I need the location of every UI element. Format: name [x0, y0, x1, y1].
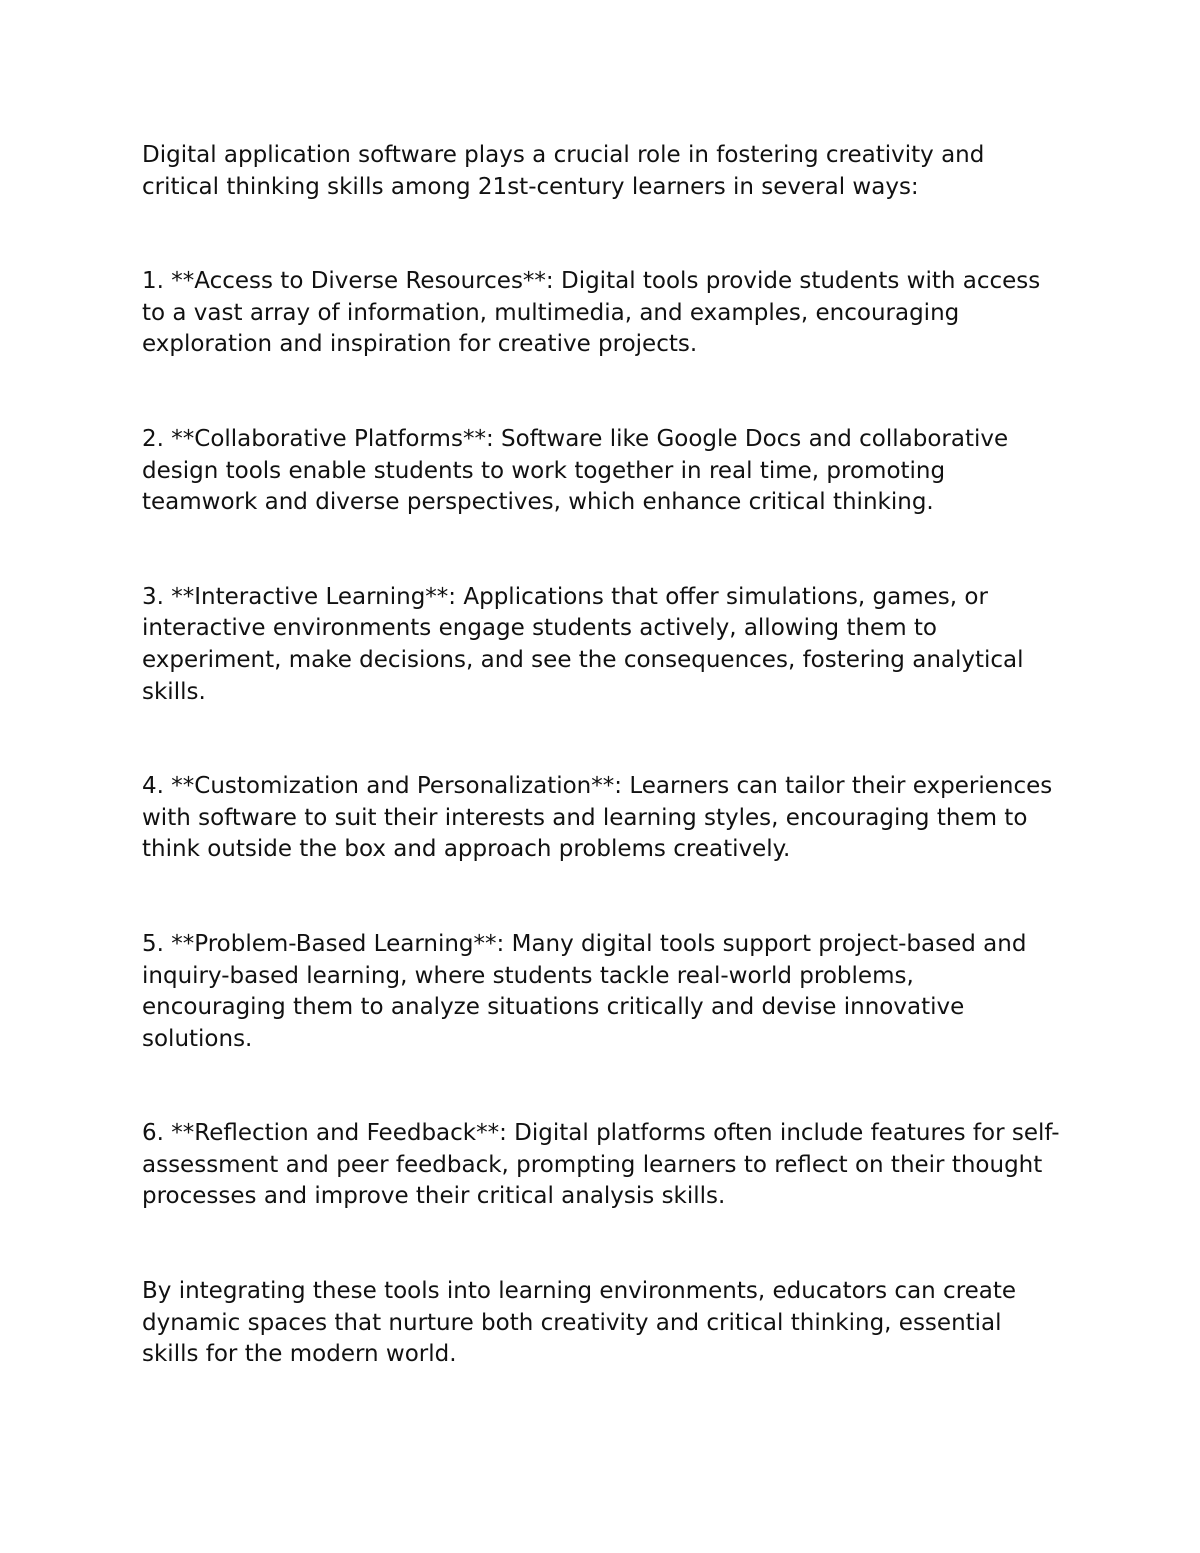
point-collaborative-platforms: 2. **Collaborative Platforms**: Software like Google Docs and collaborative design tools enable students to work together in real time, promoting teamwork and diverse perspectives, which enhance critical thinking. [142, 425, 1009, 516]
intro-paragraph: Digital application software plays a crucial role in fostering creativity and critical thinking skills among 21st-century learners in several ways: [142, 142, 985, 200]
document-body [142, 140, 1062, 1371]
point-problem-based-learning: 5. **Problem-Based Learning**: Many digital tools support project-based and inquiry-based learning, where students tackle real-world problems, encouraging them to analyze situations critically and devise innovative solutions. [142, 930, 1027, 1052]
point-access-resources: 1. **Access to Diverse Resources**: Digital tools provide students with access to a vast array of information, multimedia, and examples, encouraging exploration and inspiration for creative projects. [142, 268, 1041, 358]
conclusion-paragraph: By integrating these tools into learning environments, educators can create dynamic spaces that nurture both creativity and critical thinking, essential skills for the modern world. [142, 1278, 1017, 1368]
point-customization: 4. **Customization and Personalization**: Learners can tailor their experiences with software to suit their interests and learning styles, encouraging them to think outside the box and approach problems creatively. [142, 773, 1053, 863]
point-interactive-learning: 3. **Interactive Learning**: Applications that offer simulations, games, or interactive environments engage students actively, allowing them to experiment, make decisions, and see the consequences, fostering analytical skills. [142, 583, 1024, 705]
point-reflection-feedback: 6. **Reflection and Feedback**: Digital platforms often include features for self-assessment and peer feedback, prompting learners to reflect on their thought processes and improve their critical analysis skills. [142, 1120, 1060, 1210]
